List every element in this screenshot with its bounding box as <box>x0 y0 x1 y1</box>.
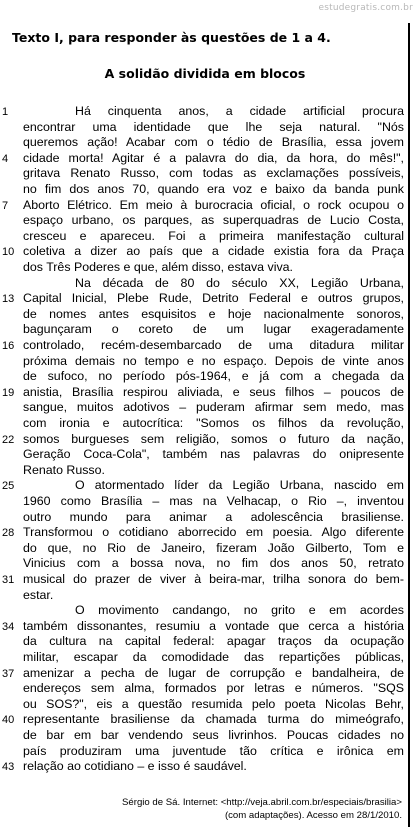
text-line: O atormentado líder da Legião Urbana, nascido em <box>75 478 404 493</box>
text-line: representante brasiliense da chamada turma do mimeógrafo, <box>23 712 404 727</box>
text-line: bagunçaram o coreto de um lugar exageradamente <box>23 322 404 337</box>
text-line: com ironia e autocrítica: "Somos os filhos da revolução, <box>23 416 404 430</box>
line-number: 19 <box>2 386 15 399</box>
text-line: outro mundo para animar a adolescência brasiliense. <box>23 509 404 524</box>
text-line: musical do prazer de viver à beira-mar, trilha sonora do bem- <box>23 572 404 586</box>
line-number: 10 <box>2 246 15 259</box>
text-line: O movimento candango, no grito e em acordes <box>75 603 404 618</box>
text-line: amenizar a pecha de lugar de corrupção e bandalheira, de <box>23 665 404 680</box>
text-line: também dissonantes, resumiu a vontade que cerca a história <box>23 618 404 633</box>
line-number: 31 <box>2 574 15 586</box>
line-number: 13 <box>2 293 15 306</box>
line-number: 37 <box>2 667 15 680</box>
text-line: estar. <box>23 587 54 602</box>
text-line: cresceu e apareceu. Foi a primeira manifestação cultural <box>23 228 404 243</box>
text-line: queremos ação! Acabar com o tédio de Brasília, essa jovem <box>23 135 404 150</box>
source-access-date: (com adaptações). Acesso em 28/1/2010. <box>224 810 402 821</box>
text-line: coletiva a dizer ao país que a cidade existia fora da Praça <box>23 244 404 259</box>
text-line: 1960 como Brasília – mas na Velhacap, o Rio –, inventou <box>23 494 404 508</box>
text-line: endereços sem alma, formados por letras e números. "SQS <box>23 681 404 696</box>
line-number: 28 <box>2 527 15 540</box>
text-line: encontrar uma identidade que lhe seja natural. "Nós <box>23 119 404 134</box>
text-line: Na década de 80 do século XX, Legião Urbana, <box>75 275 404 290</box>
text-line: próxima demais no tempo e no espaço. Depois de vinte anos <box>23 353 404 368</box>
text-line: somos burgueses sem religião, somos o futuro da nação, <box>23 431 404 446</box>
text-line: do que, no Rio de Janeiro, fizeram João Gilberto, Tom e <box>23 540 404 555</box>
line-number: 40 <box>2 714 15 727</box>
source-citation: Sérgio de Sá. Internet: <http://veja.abril.com.br/especiais/brasilia> <box>122 797 402 808</box>
line-number: 43 <box>2 761 15 774</box>
text-line: ou SOS?", eis a questão resumida pelo poeta Nicolas Behr, <box>23 696 404 711</box>
text-line: dos Três Poderes e que, além disso, estava viva. <box>23 260 293 274</box>
text-line: Aborto Elétrico. Em meio à burocracia oficial, o rock ocupou o <box>23 197 404 212</box>
line-number: 1 <box>2 106 9 118</box>
text-line: de bar em bar vendendo seus livrinhos. Poucas cidades no <box>23 728 404 742</box>
text-title: A solidão dividida em blocos <box>104 66 306 81</box>
text-line: anistia, Brasília respirou aliviada, e seus filhos – poucos de <box>23 384 404 399</box>
text-line: espaço urbano, os parques, as superquadras de Lucio Costa, <box>23 213 404 228</box>
text-line: de nomes antes esquisitos e hoje nacionalmente sonoros, <box>23 306 404 321</box>
line-number: 7 <box>2 199 9 212</box>
section-heading: Texto I, para responder às questões de 1 a 4. <box>12 30 331 45</box>
text-line: no fim dos anos 70, quando era voz e baixo da banda punk <box>23 182 404 196</box>
text-line: relação ao cotidiano – e isso é saudável. <box>23 759 247 774</box>
text-line: sangue, muitos adotivos – puderam afirmar sem medo, mas <box>23 400 404 415</box>
text-line: Vinicius com a bossa nova, no fim dos anos 50, retrato <box>23 556 404 571</box>
line-number: 16 <box>2 340 15 352</box>
text-line: de sufoco, no período pós-1964, e já com a chegada da <box>23 369 404 384</box>
text-line: Renato Russo. <box>23 462 105 477</box>
text-line: da cultura na capital federal: apagar traços da ocupação <box>23 634 404 649</box>
text-line: militar, escapar da comodidade das repartições públicas, <box>23 650 404 664</box>
text-line: país produziram uma juventude tão crítica e irônica em <box>23 743 404 758</box>
text-line: controlado, recém-desembarcado de uma ditadura militar <box>23 338 404 352</box>
watermark: estudegratis.com.br <box>318 3 413 13</box>
text-line: Geração Coca-Cola", também nas palavras do onipresente <box>23 447 404 462</box>
text-line: Capital Inicial, Plebe Rude, Detrito Federal e outros grupos, <box>23 291 404 306</box>
text-line: cidade morta! Agitar é a palavra do dia, da hora, do mês!", <box>23 150 404 165</box>
text-line: gritava Renato Russo, com todas as exclamações possíveis, <box>23 166 404 181</box>
line-number: 34 <box>2 620 15 633</box>
text-line: Transformou o cotidiano aborrecido em poesia. Algo diferente <box>23 525 404 540</box>
text-line: Há cinquenta anos, a cidade artificial procura <box>75 104 404 118</box>
line-number: 25 <box>2 480 15 493</box>
line-number: 4 <box>2 152 9 165</box>
line-number: 22 <box>2 433 15 446</box>
